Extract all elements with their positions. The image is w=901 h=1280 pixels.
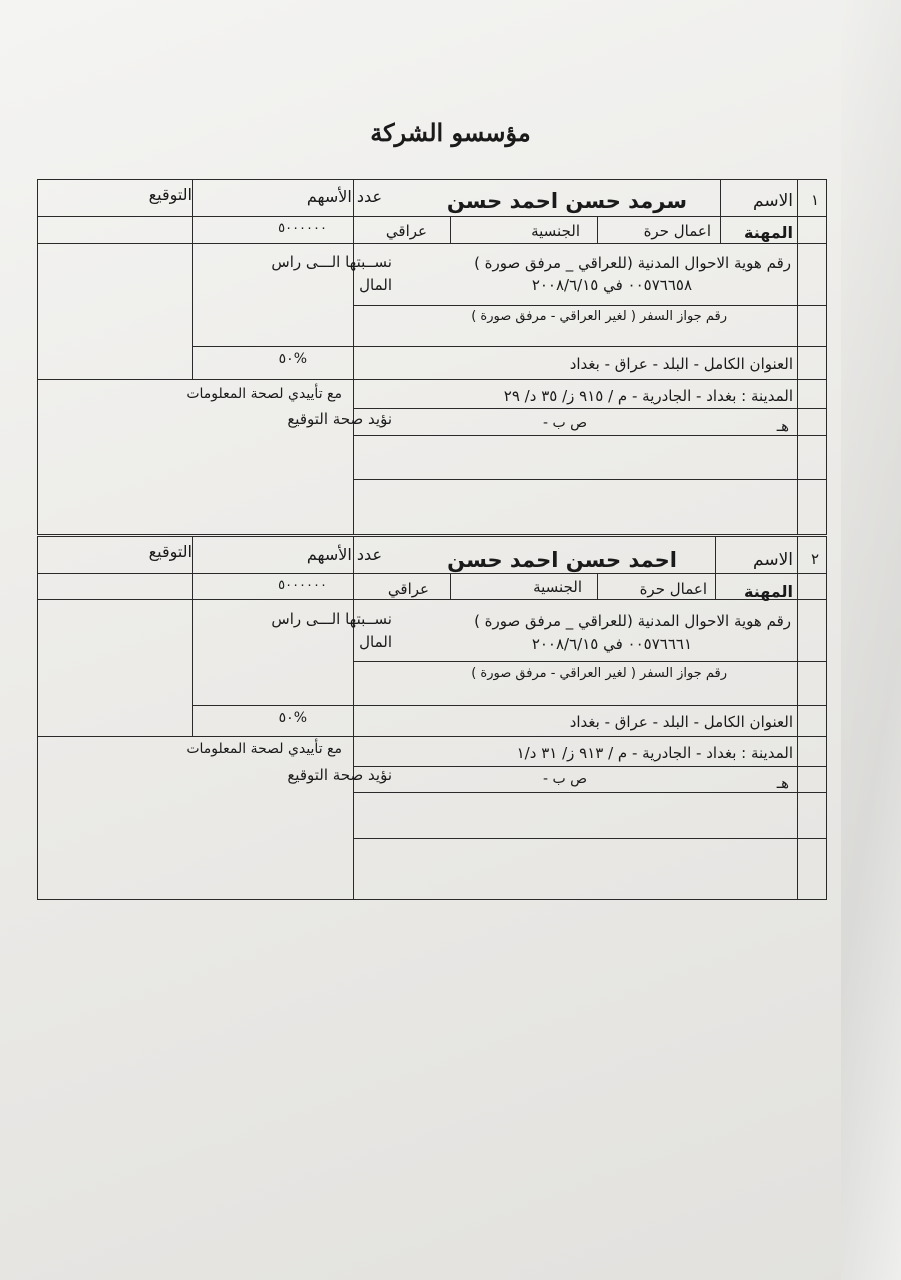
po-box-label: ص ب -	[542, 771, 587, 787]
confirm-info-text: مع تأييدي لصحة المعلومات	[186, 741, 342, 757]
confirm-signature-text: نؤيد صحة التوقيع	[287, 410, 392, 428]
name-label: الاسم	[753, 191, 793, 211]
founder-name: احمد حسن احمد حسن	[447, 548, 677, 572]
capital-ratio-label: نســبتها الـــى راس	[271, 610, 392, 628]
city-value: بغداد - الجادرية - م / ٩١٥ ز/ ٣٥ د/ ٢٩	[503, 387, 737, 405]
passport-label: رقم جواز السفر ( لغير العراقي - مرفق صورة )	[471, 309, 727, 324]
po-box-label: ص ب -	[542, 415, 587, 431]
phone-label: هـ	[776, 774, 789, 792]
founder-number: ١	[810, 191, 819, 209]
confirm-info-text: مع تأييدي لصحة المعلومات	[186, 386, 342, 402]
confirm-signature-text: نؤيد صحة التوقيع	[287, 766, 392, 784]
shares-value: ٥٠٠٠٠٠٠	[278, 221, 327, 236]
city-address	[517, 744, 793, 762]
profession-value: اعمال حرة	[639, 580, 707, 598]
phone-label: هـ	[776, 417, 789, 435]
founder-name: سرمد حسن احمد حسن	[446, 189, 687, 213]
shares-value: ٥٠٠٠٠٠٠	[278, 578, 327, 593]
profession-label: المهنة	[743, 223, 793, 242]
capital-ratio-value: %٥٠	[278, 351, 307, 367]
full-address: العنوان الكامل - البلد - عراق - بغداد	[569, 355, 793, 373]
signature-label: التوقيع	[148, 185, 192, 204]
page-title: مؤسسو الشركة	[370, 118, 531, 147]
signature-label: التوقيع	[148, 542, 192, 561]
city-prefix: المدينة :	[736, 744, 793, 762]
civil-id-value: ٠٠٥٧٦٦٦١ في ٢٠٠٨/٦/١٥	[531, 635, 692, 653]
civil-id-value: ٠٠٥٧٦٦٥٨ في ٢٠٠٨/٦/١٥	[531, 276, 692, 294]
capital-ratio-label-2: المال	[359, 276, 392, 294]
profession-value: اعمال حرة	[643, 222, 711, 240]
paper-edge-shadow	[841, 0, 901, 1280]
nationality-value: عراقي	[385, 222, 427, 240]
capital-ratio-label-2: المال	[359, 633, 392, 651]
shares-count-label: عدد الأسهم	[306, 187, 382, 206]
founder-block-2	[37, 536, 827, 900]
city-prefix: المدينة :	[736, 387, 793, 405]
capital-ratio-label: نســبتها الـــى راس	[271, 253, 392, 271]
nationality-label: الجنسية	[533, 578, 582, 596]
civil-id-label: رقم هوية الاحوال المدنية (للعراقي _ مرفق صورة )	[474, 612, 791, 630]
founder-block-1	[37, 179, 827, 535]
civil-id-label: رقم هوية الاحوال المدنية (للعراقي _ مرفق صورة )	[474, 254, 791, 272]
nationality-value: عراقي	[387, 580, 429, 598]
founder-number: ٢	[810, 550, 819, 568]
passport-label: رقم جواز السفر ( لغير العراقي - مرفق صورة )	[471, 666, 727, 681]
full-address: العنوان الكامل - البلد - عراق - بغداد	[569, 713, 793, 731]
profession-label: المهنة	[743, 582, 793, 601]
capital-ratio-value: %٥٠	[278, 710, 307, 726]
city-value: بغداد - الجادرية - م / ٩١٣ ز/ ٣١ د/١	[516, 744, 737, 762]
city-address	[504, 387, 793, 405]
shares-count-label: عدد الأسهم	[306, 545, 382, 564]
name-label: الاسم	[753, 550, 793, 570]
nationality-label: الجنسية	[531, 222, 580, 240]
